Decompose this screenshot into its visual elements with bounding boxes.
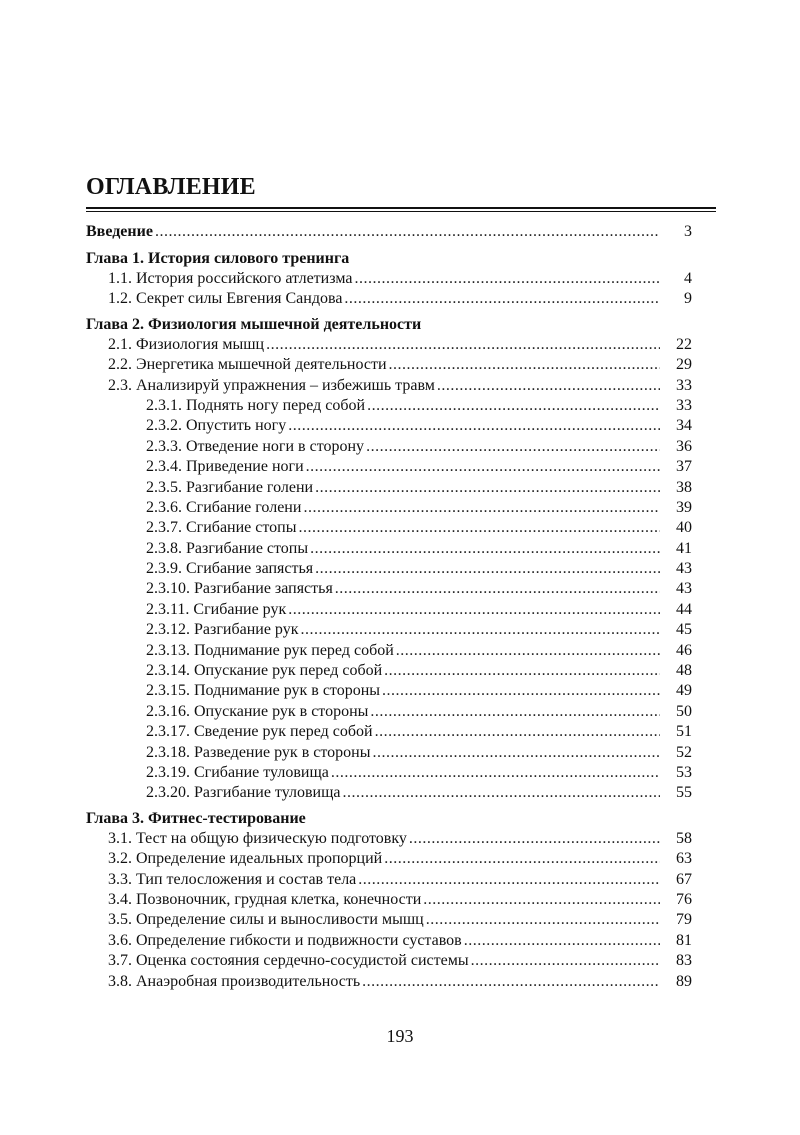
toc-entry-page: 45 (676, 621, 692, 639)
toc-subsection-entry[interactable] (86, 783, 692, 803)
toc-entry-page: 89 (676, 972, 692, 990)
toc-entry-label: 2.3.17. Сведение рук перед собой (146, 723, 373, 741)
toc-entry-label: 3.4. Позвоночник, грудная клетка, конечности (108, 890, 422, 908)
toc-entry-label: Введение (86, 223, 153, 240)
toc-subsection-entry[interactable] (86, 620, 692, 640)
toc-entry-label: 3.6. Определение гибкости и подвижности суставов (108, 931, 462, 949)
toc-entry-page: 55 (676, 784, 692, 802)
toc-entry-page: 22 (676, 335, 692, 353)
toc-entry-label: 2.2. Энергетика мышечной деятельности (108, 356, 387, 374)
toc-section-entry[interactable] (86, 376, 692, 396)
toc-entry-label: 3.1. Тест на общую физическую подготовку (108, 829, 407, 847)
toc-entry-page: 34 (676, 417, 692, 435)
leader-dots (155, 220, 660, 244)
toc-section-entry[interactable] (86, 355, 692, 375)
toc-section-entry[interactable] (86, 870, 692, 890)
toc-entry-label: Глава 2. Физиология мышечной деятельности (86, 315, 422, 333)
toc-entry-label: 2.3.12. Разгибание рук (146, 621, 299, 639)
toc-subsection-entry[interactable] (86, 437, 692, 457)
toc-subsection-entry[interactable] (86, 457, 692, 477)
toc-subsection-entry[interactable] (86, 396, 692, 416)
toc-section-entry[interactable] (86, 335, 692, 355)
toc-entry-page: 79 (676, 911, 692, 929)
toc-entry-page: 48 (676, 662, 692, 680)
toc-entry-page: 37 (676, 458, 692, 476)
toc-entry-page: 4 (684, 270, 692, 287)
toc-entry-label: 1.2. Секрет силы Евгения Сандова (108, 290, 343, 308)
toc-entry-intro[interactable] (86, 220, 692, 244)
toc-entry-label: 2.3.8. Разгибание стопы (146, 539, 309, 557)
toc-entry-label: 2.3.15. Поднимание рук в стороны (146, 682, 381, 700)
leader-dots (426, 910, 660, 930)
toc-subsection-entry[interactable] (86, 600, 692, 620)
leader-dots (335, 579, 660, 599)
leader-dots (362, 972, 660, 992)
toc-entry-label: 2.3.5. Разгибание голени (146, 478, 314, 496)
leader-dots (423, 890, 660, 910)
leader-dots (288, 416, 660, 436)
toc-section-entry[interactable] (86, 931, 692, 951)
leader-dots (331, 763, 660, 783)
toc-section-entry[interactable] (86, 289, 692, 309)
toc-entry-label: 2.3.2. Опустить ногу (146, 417, 287, 435)
toc-entry-page: 41 (676, 539, 692, 557)
leader-dots (409, 829, 660, 849)
toc-entry-label: 2.3.7. Сгибание стопы (146, 519, 297, 537)
toc-entry-label: 2.3.19. Сгибание туловища (146, 763, 329, 781)
leader-dots (437, 376, 660, 396)
title-rule-thin (86, 211, 716, 212)
leader-dots (370, 702, 660, 722)
toc-entry-label: 2.3. Анализируй упражнения – избежишь травм (108, 376, 435, 394)
toc-entry-label: 2.3.3. Отведение ноги в сторону (146, 437, 365, 455)
toc-section-entry[interactable] (86, 849, 692, 869)
toc-subsection-entry[interactable] (86, 518, 692, 538)
toc-section-entry[interactable] (86, 972, 692, 992)
toc-entry-page: 46 (676, 641, 692, 659)
leader-dots (396, 641, 660, 661)
toc-subsection-entry[interactable] (86, 559, 692, 579)
toc-entry-label: 2.3.4. Приведение ноги (146, 458, 304, 476)
toc-entry-page: 38 (676, 478, 692, 496)
toc-entry-page: 29 (676, 356, 692, 374)
toc-section-entry[interactable] (86, 951, 692, 971)
toc-entry-label: 3.5. Определение силы и выносливости мышц (108, 911, 424, 929)
page-title: ОГЛАВЛЕНИЕ (86, 174, 256, 200)
toc-section-entry[interactable] (86, 910, 692, 930)
leader-dots (464, 931, 660, 951)
toc-section-entry[interactable] (86, 269, 692, 289)
toc-entry-page: 44 (676, 600, 692, 618)
leader-dots (343, 783, 660, 803)
leader-dots (266, 335, 660, 355)
toc-subsection-entry[interactable] (86, 702, 692, 722)
toc-entry-label: 2.3.6. Сгибание голени (146, 498, 302, 516)
toc-subsection-entry[interactable] (86, 498, 692, 518)
leader-dots (315, 478, 660, 498)
toc-entry-label: Глава 1. История силового тренинга (86, 250, 350, 267)
toc-entry-page: 76 (676, 890, 692, 908)
toc-chapter-heading[interactable] (86, 808, 692, 829)
leader-dots (344, 289, 660, 309)
toc-subsection-entry[interactable] (86, 478, 692, 498)
toc-entry-page: 81 (676, 931, 692, 949)
toc-subsection-entry[interactable] (86, 722, 692, 742)
toc-entry-label: 1.1. История российского атлетизма (108, 270, 353, 287)
leader-dots (382, 681, 660, 701)
toc-chapter-heading[interactable] (86, 248, 692, 269)
toc-entry-label: 3.8. Анаэробная производительность (108, 972, 361, 990)
toc-entry-page: 39 (676, 498, 692, 516)
toc-entry-label: 2.3.20. Разгибание туловища (146, 784, 341, 802)
leader-dots (367, 396, 660, 416)
toc-entry-page: 63 (676, 850, 692, 868)
toc-subsection-entry[interactable] (86, 416, 692, 436)
toc-subsection-entry[interactable] (86, 641, 692, 661)
toc-subsection-entry[interactable] (86, 681, 692, 701)
leader-dots (384, 849, 660, 869)
toc-entry-label: 2.3.14. Опускание рук перед собой (146, 662, 383, 680)
toc-entry-label: 2.3.10. Разгибание запястья (146, 580, 333, 598)
leader-dots (303, 498, 660, 518)
toc-entry-label: 2.3.9. Сгибание запястья (146, 560, 314, 578)
toc-entry-page: 33 (676, 396, 692, 414)
toc-entry-page: 9 (684, 290, 692, 308)
toc-entry-page: 58 (676, 829, 692, 847)
toc-entry-page: 40 (676, 519, 692, 537)
leader-dots (471, 951, 660, 971)
toc-subsection-entry[interactable] (86, 579, 692, 599)
leader-dots (372, 743, 660, 763)
title-rule-thick (86, 207, 716, 209)
toc-entry-label: 2.3.18. Разведение рук в стороны (146, 743, 371, 761)
toc-subsection-entry[interactable] (86, 539, 692, 559)
toc-subsection-entry[interactable] (86, 661, 692, 681)
toc-entry-label: 2.3.11. Сгибание рук (146, 600, 287, 618)
toc-entry-page: 83 (676, 952, 692, 970)
toc-entry-page: 33 (676, 376, 692, 394)
toc-entry-page: 50 (676, 702, 692, 720)
leader-dots (389, 355, 660, 375)
toc-entry-label: 3.2. Определение идеальных пропорций (108, 850, 383, 868)
toc-entry-label: Глава 3. Фитнес-тестирование (86, 809, 306, 827)
toc-entry-label: 2.1. Физиология мышц (108, 335, 265, 353)
leader-dots (288, 600, 660, 620)
toc-entry-label: 3.7. Оценка состояния сердечно-сосудистой системы (108, 952, 469, 970)
toc-entry-label: 2.3.16. Опускание рук в стороны (146, 702, 369, 720)
toc-entry-label: 2.3.1. Поднять ногу перед собой (146, 396, 366, 414)
toc-entry-label: 2.3.13. Поднимание рук перед собой (146, 641, 394, 659)
leader-dots (298, 518, 660, 538)
toc-subsection-entry[interactable] (86, 763, 692, 783)
toc-entry-page: 52 (676, 743, 692, 761)
leader-dots (366, 437, 660, 457)
toc-entry-page: 49 (676, 682, 692, 700)
toc-entry-page: 53 (676, 763, 692, 781)
toc-entry-page: 67 (676, 870, 692, 888)
toc-chapters (86, 248, 692, 992)
toc-entry-page: 3 (684, 223, 692, 240)
leader-dots (375, 722, 660, 742)
toc-entry-page: 36 (676, 437, 692, 455)
toc-entry-page: 43 (676, 580, 692, 598)
toc-subsection-entry[interactable] (86, 743, 692, 763)
toc-entry-page: 51 (676, 723, 692, 741)
leader-dots (310, 539, 660, 559)
leader-dots (384, 661, 660, 681)
table-of-contents (86, 220, 692, 992)
toc-entry-page: 43 (676, 560, 692, 578)
leader-dots (315, 559, 660, 579)
toc-entry-label: 3.3. Тип телосложения и состав тела (108, 870, 357, 888)
leader-dots (358, 870, 660, 890)
leader-dots (306, 457, 660, 477)
page-number: 193 (386, 1026, 414, 1046)
leader-dots (354, 269, 660, 289)
toc-chapter-heading[interactable] (86, 314, 692, 335)
toc-section-entry[interactable] (86, 829, 692, 849)
toc-section-entry[interactable] (86, 890, 692, 910)
leader-dots (300, 620, 660, 640)
